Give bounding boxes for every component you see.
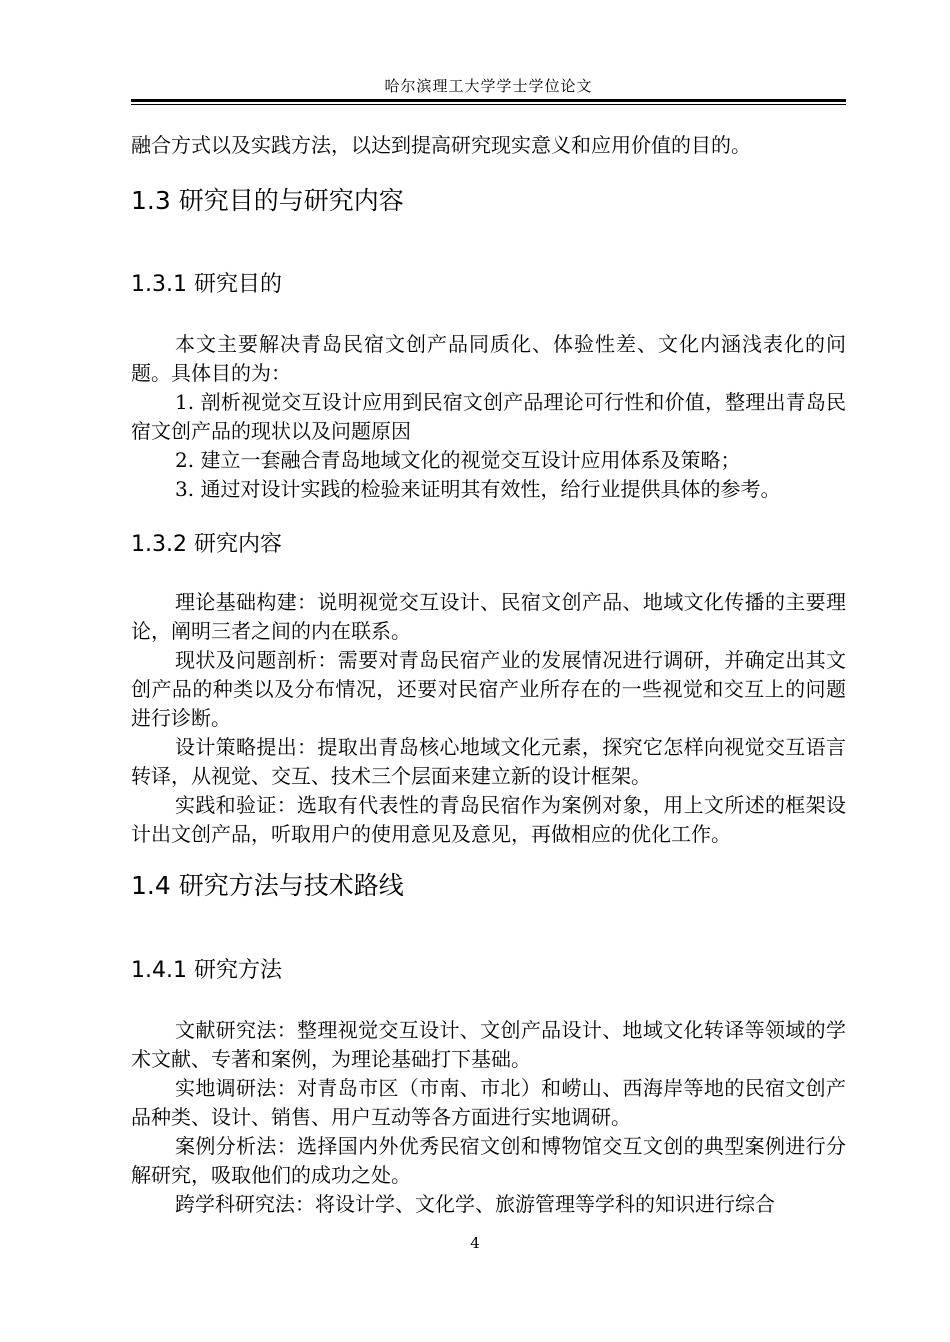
subsection-heading-1-3-1: 1.3.1 研究目的 [131, 272, 282, 297]
running-header: 哈尔滨理工大学学士学位论文 [384, 77, 593, 95]
paragraph-interdisciplinary: 跨学科研究法：将设计学、文化学、旅游管理等学科的知识进行综合 [175, 1192, 775, 1216]
paragraph-research-purpose: 本文主要解决青岛民宿文创产品同质化、体验性差、文化内涵浅表化的问题。具体目的为： [131, 332, 846, 385]
paragraph-case: 案例分析法：选择国内外优秀民宿文创和博物馆交互文创的典型案例进行分解研究，吸取他们的成功之处。 [131, 1134, 846, 1187]
header-rule-thick [131, 99, 846, 102]
list-item-3: 3. 通过对设计实践的检验来证明其有效性，给行业提供具体的参考。 [175, 477, 781, 501]
paragraph-practice: 实践和验证：选取有代表性的青岛民宿作为案例对象，用上文所述的框架设计出文创产品，听取用户的使用意见及意见，再做相应的优化工作。 [131, 793, 846, 846]
page-number: 4 [470, 1234, 480, 1252]
paragraph-status: 现状及问题剖析：需要对青岛民宿产业的发展情况进行调研，并确定出其文创产品的种类以及分布情况，还要对民宿产业所存在的一些视觉和交互上的问题进行诊断。 [131, 648, 846, 730]
subsection-heading-1-3-2: 1.3.2 研究内容 [131, 532, 282, 557]
paragraph-strategy: 设计策略提出：提取出青岛核心地域文化元素，探究它怎样向视觉交互语言转译，从视觉、交互、技术三个层面来建立新的设计框架。 [131, 735, 846, 788]
section-heading-1-4: 1.4 研究方法与技术路线 [131, 871, 404, 900]
paragraph-literature: 文献研究法：整理视觉交互设计、文创产品设计、地域文化转译等领域的学术文献、专著和案例，为理论基础打下基础。 [131, 1018, 846, 1071]
paragraph-continuation: 融合方式以及实践方法，以达到提高研究现实意义和应用价值的目的。 [131, 133, 751, 157]
list-item-1: 1. 剖析视觉交互设计应用到民宿文创产品理论可行性和价值，整理出青岛民宿文创产品的现状以及问题原因 [131, 390, 846, 443]
paragraph-theory: 理论基础构建：说明视觉交互设计、民宿文创产品、地域文化传播的主要理论，阐明三者之间的内在联系。 [131, 590, 846, 643]
header-rule-thin [131, 104, 846, 105]
list-item-2: 2. 建立一套融合青岛地域文化的视觉交互设计应用体系及策略； [175, 448, 741, 472]
subsection-heading-1-4-1: 1.4.1 研究方法 [131, 958, 282, 983]
paragraph-field: 实地调研法：对青岛市区（市南、市北）和崂山、西海岸等地的民宿文创产品种类、设计、销售、用户互动等各方面进行实地调研。 [131, 1076, 846, 1129]
section-heading-1-3: 1.3 研究目的与研究内容 [131, 186, 404, 215]
